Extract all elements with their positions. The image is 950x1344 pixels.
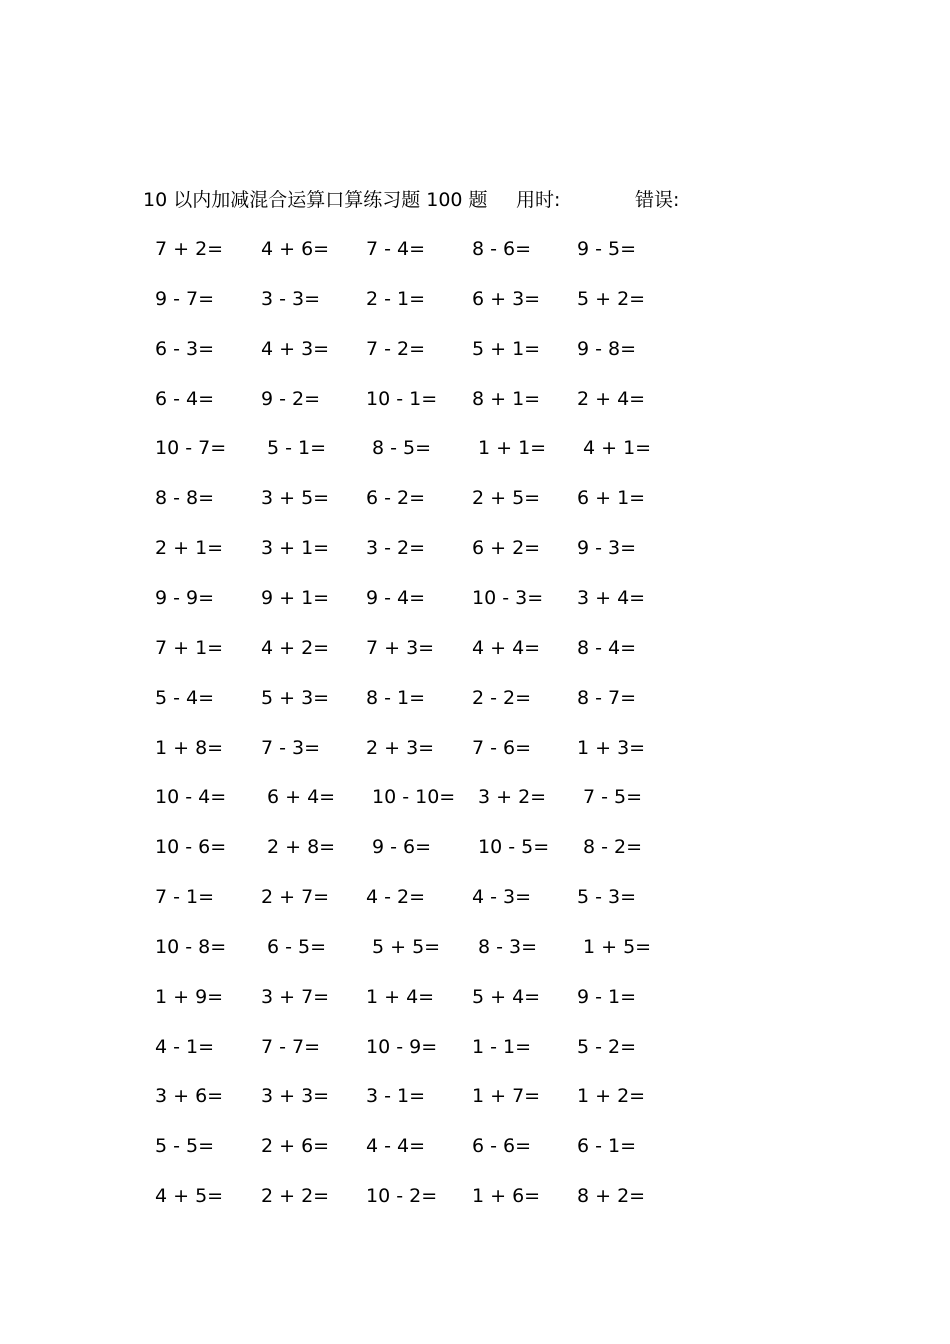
problem-item: 7 - 6= [472,736,532,759]
problem-item: 3 - 3= [261,287,321,310]
problem-item: 8 - 8= [155,487,215,510]
problem-item: 4 - 4= [366,1135,426,1158]
problem-item: 5 - 5= [155,1135,215,1158]
problem-item: 3 + 4= [577,586,646,609]
problem-item: 1 + 2= [577,1085,646,1108]
problem-item: 10 - 2= [366,1185,438,1208]
problem-item: 3 + 7= [261,985,330,1008]
problem-item: 7 - 1= [155,886,215,909]
problem-item: 4 + 2= [261,636,330,659]
problem-item: 5 + 2= [577,287,646,310]
problem-item: 2 + 8= [267,836,336,859]
problem-item: 2 + 7= [261,886,330,909]
problem-item: 2 + 2= [261,1185,330,1208]
problem-item: 2 + 1= [155,537,224,560]
problem-item: 3 + 2= [478,786,547,809]
problem-item: 4 - 1= [155,1035,215,1058]
problem-item: 9 - 7= [155,287,215,310]
problem-item: 5 - 3= [577,886,637,909]
problem-item: 1 + 6= [472,1185,541,1208]
problem-item: 2 - 1= [366,287,426,310]
problem-item: 4 + 6= [261,238,330,260]
problem-item: 8 - 1= [366,686,426,709]
problem-item: 6 - 6= [472,1135,532,1158]
problem-item: 10 - 6= [155,836,227,859]
problem-item: 1 + 9= [155,985,224,1008]
problem-item: 9 - 6= [372,836,432,859]
problem-item: 8 - 6= [472,238,532,260]
problem-item: 6 - 3= [155,337,215,360]
problem-item: 1 + 7= [472,1085,541,1108]
problem-item: 7 - 7= [261,1035,321,1058]
problem-item: 3 + 5= [261,487,330,510]
problem-item: 1 + 8= [155,736,224,759]
problem-item: 1 + 1= [478,437,547,460]
problem-item: 4 + 3= [261,337,330,360]
problem-item: 3 - 2= [366,537,426,560]
problem-item: 8 + 1= [472,387,541,410]
problem-item: 7 - 2= [366,337,426,360]
problem-item: 10 - 7= [155,437,227,460]
problem-item: 2 + 4= [577,387,646,410]
problem-item: 1 + 4= [366,985,435,1008]
problem-item: 9 + 1= [261,586,330,609]
problem-item: 5 + 4= [472,985,541,1008]
problem-item: 2 + 5= [472,487,541,510]
problem-item: 4 + 1= [583,437,652,460]
problem-item: 3 - 1= [366,1085,426,1108]
problem-item: 6 + 3= [472,287,541,310]
problem-item: 10 - 4= [155,786,227,809]
problem-item: 10 - 10= [372,786,456,809]
problem-item: 3 + 1= [261,537,330,560]
problem-item: 6 - 1= [577,1135,637,1158]
problem-item: 1 + 5= [583,935,652,958]
problem-item: 10 - 1= [366,387,438,410]
problem-item: 5 - 1= [267,437,327,460]
problem-item: 6 - 2= [366,487,426,510]
problem-item: 7 - 3= [261,736,321,759]
problem-item: 6 + 2= [472,537,541,560]
problem-item: 7 + 1= [155,636,224,659]
problem-item: 10 - 8= [155,935,227,958]
problem-item: 8 - 5= [372,437,432,460]
problem-item: 1 - 1= [472,1035,532,1058]
problem-item: 2 + 3= [366,736,435,759]
problem-item: 5 - 2= [577,1035,637,1058]
problem-item: 6 - 5= [267,935,327,958]
worksheet-title: 10 以内加减混合运算口算练习题 100 题 [143,189,488,211]
problem-item: 8 - 4= [577,636,637,659]
problem-item: 4 - 2= [366,886,426,909]
problem-item: 7 + 2= [155,238,224,260]
problem-item: 6 - 4= [155,387,215,410]
problem-item: 5 - 4= [155,686,215,709]
problem-item: 7 - 5= [583,786,643,809]
problem-item: 9 - 5= [577,238,637,260]
problem-item: 9 - 9= [155,586,215,609]
problem-item: 10 - 9= [366,1035,438,1058]
problem-item: 5 + 1= [472,337,541,360]
problem-item: 10 - 5= [478,836,550,859]
problem-item: 10 - 3= [472,586,544,609]
problem-item: 8 - 7= [577,686,637,709]
problem-item: 9 - 8= [577,337,637,360]
problem-item: 4 - 3= [472,886,532,909]
error-count-label: 错误: [635,189,680,211]
problem-item: 2 - 2= [472,686,532,709]
problem-item: 9 - 4= [366,586,426,609]
problem-item: 7 + 3= [366,636,435,659]
problem-item: 9 - 3= [577,537,637,560]
problem-item: 8 - 2= [583,836,643,859]
problem-item: 7 - 4= [366,238,426,260]
time-used-label: 用时: [516,189,561,211]
problem-item: 5 + 3= [261,686,330,709]
problem-item: 9 - 2= [261,387,321,410]
problem-item: 2 + 6= [261,1135,330,1158]
problem-item: 4 + 4= [472,636,541,659]
problem-item: 3 + 6= [155,1085,224,1108]
problem-item: 6 + 1= [577,487,646,510]
problem-item: 1 + 3= [577,736,646,759]
problem-item: 8 + 2= [577,1185,646,1208]
problem-item: 8 - 3= [478,935,538,958]
problem-item: 6 + 4= [267,786,336,809]
problem-item: 9 - 1= [577,985,637,1008]
problem-item: 3 + 3= [261,1085,330,1108]
problem-item: 5 + 5= [372,935,441,958]
problem-item: 4 + 5= [155,1185,224,1208]
